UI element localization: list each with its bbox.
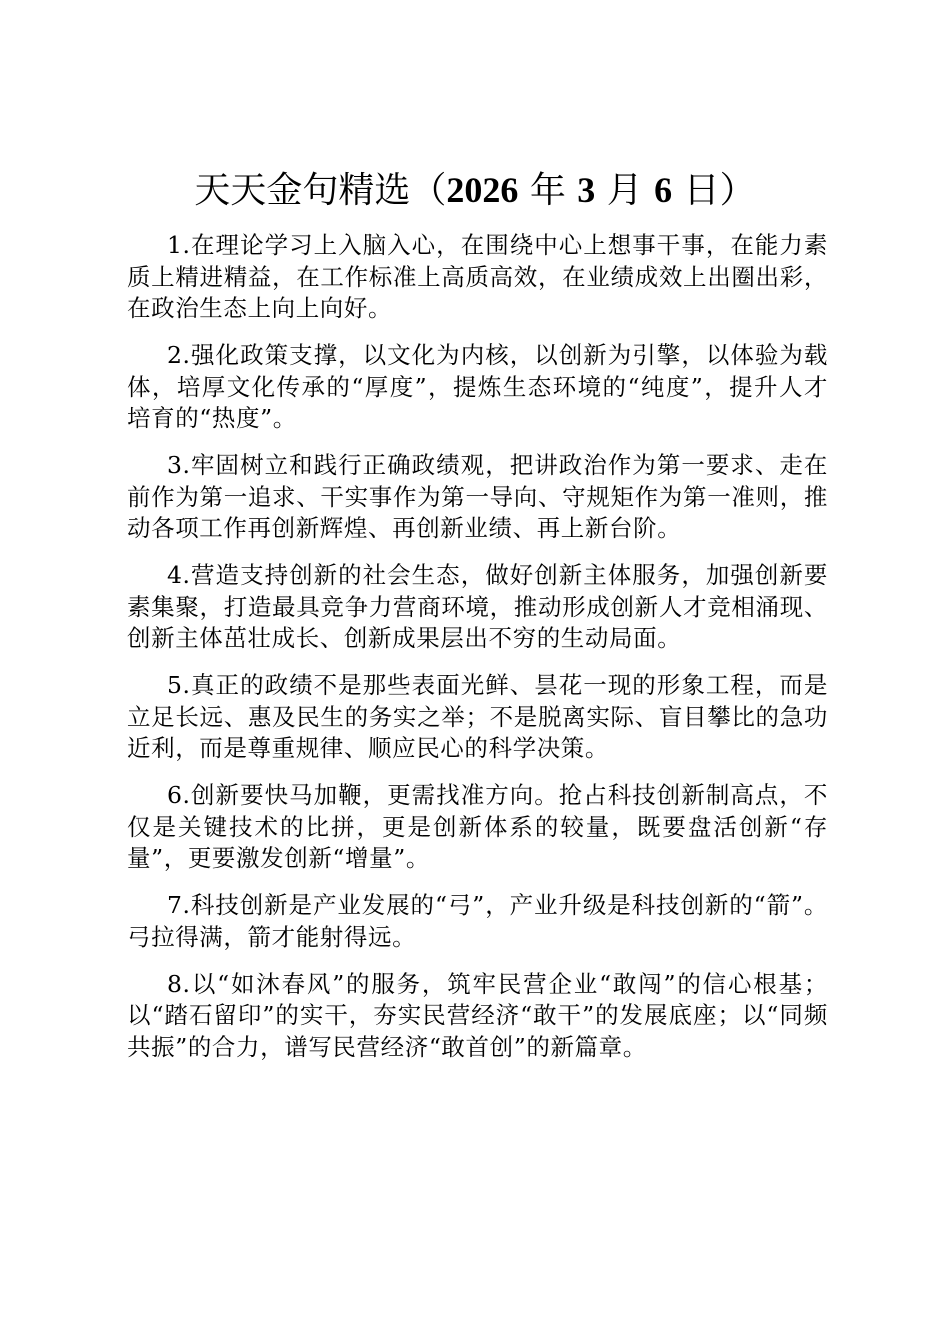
title-day-unit: 日） [672, 170, 756, 211]
title-month: 3 [577, 170, 596, 210]
paragraph-7 [127, 890, 828, 953]
paragraph-text: 5.真正的政绩不是那些表面光鲜、昙花一现的形象工程，而是立足长远、惠及民生的务实之举；不是脱离实际、盲目攀比的急功近利，而是尊重规律、顺应民心的科学决策。 [127, 671, 828, 762]
paragraph-text: 1.在理论学习上入脑入心，在围绕中心上想事干事，在能力素质上精进精益，在工作标准上高质高效，在业绩成效上出圈出彩，在政治生态上向上向好。 [127, 231, 828, 322]
title-day: 6 [654, 170, 673, 210]
paragraph-text: 7.科技创新是产业发展的“弓”，产业升级是科技创新的“箭”。弓拉得满，箭才能射得远。 [127, 891, 828, 951]
paragraph-4 [127, 560, 828, 655]
paragraph-text: 3.牢固树立和践行正确政绩观，把讲政治作为第一要求、走在前作为第一追求、干实事作为第一导向、守规矩作为第一准则，推动各项工作再创新辉煌、再创新业绩、再上新台阶。 [127, 451, 828, 542]
paragraph-5 [127, 670, 828, 765]
paragraph-3 [127, 450, 828, 545]
title-year: 2026 [446, 170, 519, 210]
title-month-unit: 月 [595, 170, 655, 211]
paragraph-text: 2.强化政策支撑，以文化为内核，以创新为引擎，以体验为载体，培厚文化传承的“厚度”，提炼生态环境的“纯度”，提升人才培育的“热度”。 [127, 341, 828, 432]
title-prefix: 天天金句精选（ [194, 170, 447, 211]
paragraph-text: 6.创新要快马加鞭，更需找准方向。抢占科技创新制高点，不仅是关键技术的比拼，更是创新体系的较量，既要盘活创新“存量”，更要激发创新“增量”。 [127, 781, 828, 872]
document-body [127, 230, 828, 1079]
paragraph-2 [127, 340, 828, 435]
document-title [0, 166, 950, 215]
paragraph-1 [127, 230, 828, 325]
paragraph-8 [127, 969, 828, 1064]
title-year-unit: 年 [518, 170, 578, 211]
paragraph-6 [127, 780, 828, 875]
paragraph-text: 8.以“如沐春风”的服务，筑牢民营企业“敢闯”的信心根基；以“踏石留印”的实干，夯实民营经济“敢干”的发展底座；以“同频共振”的合力，谱写民营经济“敢首创”的新篇章。 [127, 969, 828, 1061]
paragraph-text: 4.营造支持创新的社会生态，做好创新主体服务，加强创新要素集聚，打造最具竞争力营商环境，推动形成创新人才竞相涌现、创新主体茁壮成长、创新成果层出不穷的生动局面。 [127, 561, 828, 652]
